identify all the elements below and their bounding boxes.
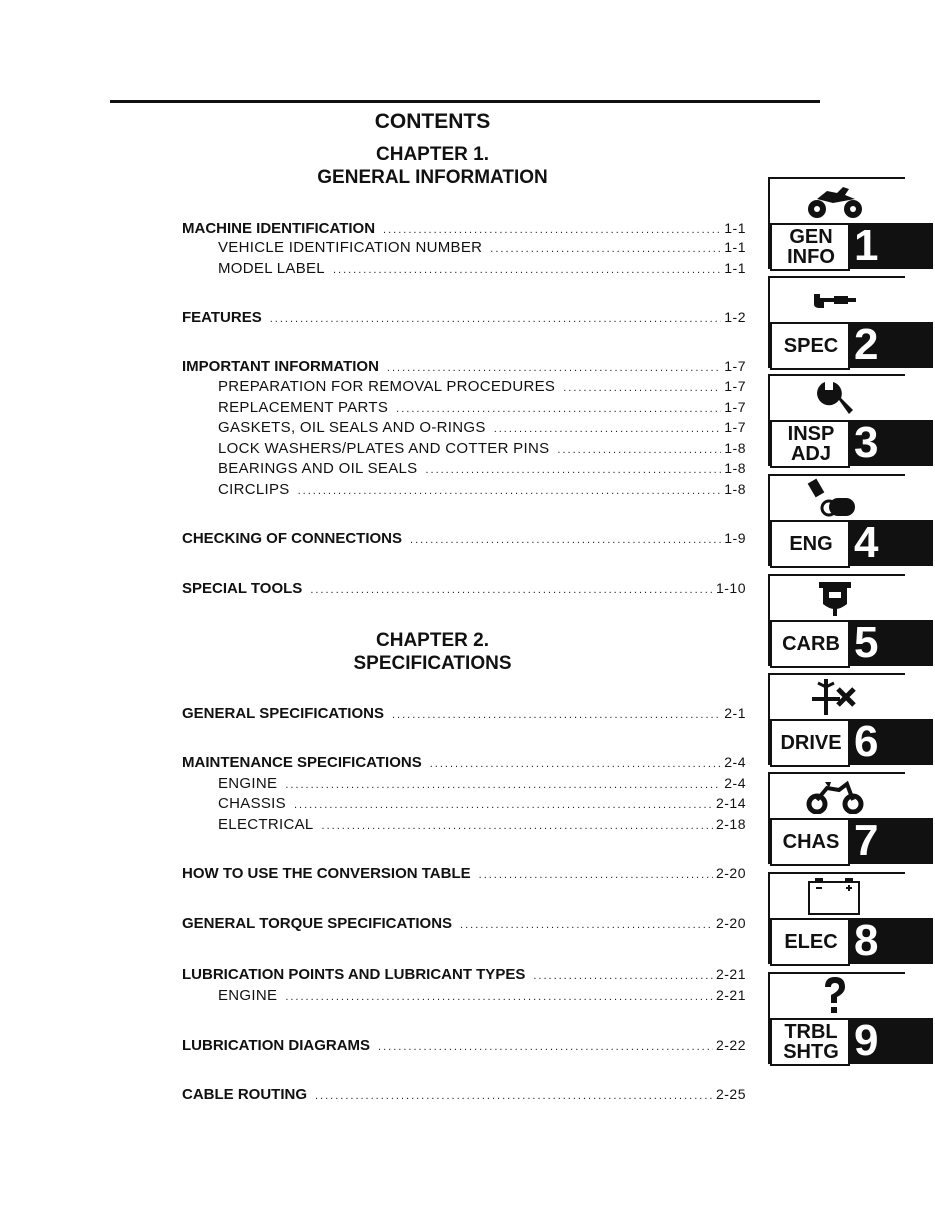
toc-entry-label: HOW TO USE THE CONVERSION TABLE <box>182 865 471 882</box>
toc-page-number: 2-1 <box>724 705 746 721</box>
toc-subentry-label: PREPARATION FOR REMOVAL PROCEDURES <box>218 378 556 395</box>
atv-icon <box>772 181 897 221</box>
toc-subentry[interactable] <box>218 397 746 417</box>
toc-subentry-label: ELECTRICAL <box>218 816 314 833</box>
chapter-2-number: CHAPTER 2. <box>376 630 489 651</box>
toc-subentry-label: CHASSIS <box>218 795 286 812</box>
toc-page-number: 2-14 <box>715 795 746 811</box>
toc-page-number: 2-4 <box>724 754 746 770</box>
toc-subentry[interactable] <box>218 985 746 1005</box>
leader-dots <box>392 705 721 725</box>
toc-entry-label: SPECIAL TOOLS <box>182 580 303 597</box>
tab-number: 8 <box>848 918 933 964</box>
toc-subentry-label: REPLACEMENT PARTS <box>218 399 389 416</box>
toc-page-number: 1-9 <box>724 530 746 546</box>
toc-page-number: 1-10 <box>715 580 746 596</box>
leader-dots <box>490 239 721 259</box>
leader-dots <box>285 987 713 1007</box>
toc-subentry[interactable] <box>218 773 746 793</box>
chapter-tab-insp-adj[interactable] <box>768 374 913 466</box>
toc-entry-label: GENERAL TORQUE SPECIFICATIONS <box>182 915 453 932</box>
chapter-tab-elec[interactable] <box>768 872 913 964</box>
tab-label: ENG <box>770 520 850 568</box>
toc-entry-label: LUBRICATION DIAGRAMS <box>182 1037 371 1054</box>
leader-dots <box>479 865 713 885</box>
toc-page-number: 2-20 <box>715 915 746 931</box>
toc-entry-label: MACHINE IDENTIFICATION <box>182 220 376 237</box>
toc-entry[interactable] <box>182 1035 746 1055</box>
tab-number: 6 <box>848 719 933 765</box>
toc-page-number: 1-7 <box>724 399 746 415</box>
tab-label: CHAS <box>770 818 850 866</box>
toc-entry-label: CABLE ROUTING <box>182 1086 307 1103</box>
chapter-tab-eng[interactable] <box>768 474 913 566</box>
tab-number: 9 <box>848 1018 933 1064</box>
toc-subentry-label: ENGINE <box>218 987 278 1004</box>
leader-dots <box>387 358 721 378</box>
tab-label: DRIVE <box>770 719 850 767</box>
toc-page-number: 2-20 <box>715 865 746 881</box>
tab-number: 3 <box>848 420 933 466</box>
question-icon <box>772 976 897 1016</box>
toc-subentry[interactable] <box>218 458 746 478</box>
toc-entry[interactable] <box>182 703 746 723</box>
toc-subentry-label: MODEL LABEL <box>218 260 325 277</box>
chapter-1-title: GENERAL INFORMATION <box>317 167 548 188</box>
leader-dots <box>333 260 721 280</box>
toc-page-number: 1-1 <box>724 220 746 236</box>
toc-page-number: 1-8 <box>724 460 746 476</box>
leader-dots <box>563 378 721 398</box>
leader-dots <box>494 419 722 439</box>
chapter-1-number: CHAPTER 1. <box>376 144 489 165</box>
toc-entry[interactable] <box>182 913 746 933</box>
toc-entry[interactable] <box>182 218 746 238</box>
toc-entry[interactable] <box>182 356 746 376</box>
toc-entry[interactable] <box>182 964 746 984</box>
toc-page-number: 1-1 <box>724 260 746 276</box>
chapter-tab-carb[interactable] <box>768 574 913 666</box>
tab-number: 4 <box>848 520 933 566</box>
leader-dots <box>410 530 721 550</box>
drive-icon <box>772 677 897 717</box>
toc-entry[interactable] <box>182 578 746 598</box>
toc-page-number: 1-7 <box>724 358 746 374</box>
toc-page-number: 2-22 <box>715 1037 746 1053</box>
toc-entry[interactable] <box>182 863 746 883</box>
leader-dots <box>378 1037 713 1057</box>
chapter-tab-drive[interactable] <box>768 673 913 765</box>
leader-dots <box>285 775 721 795</box>
toc-subentry[interactable] <box>218 258 746 278</box>
toc-page-number: 2-25 <box>715 1086 746 1102</box>
toc-subentry[interactable] <box>218 814 746 834</box>
battery-icon <box>772 876 897 916</box>
toc-subentry[interactable] <box>218 438 746 458</box>
chapter-tab-chas[interactable] <box>768 772 913 864</box>
tab-number: 2 <box>848 322 933 368</box>
leader-dots <box>430 754 722 774</box>
tab-label: TRBL SHTG <box>770 1018 850 1066</box>
chassis-icon <box>772 776 897 816</box>
toc-page-number: 1-8 <box>724 481 746 497</box>
wrench-icon <box>772 378 897 418</box>
chapter-2-title: SPECIFICATIONS <box>353 653 512 674</box>
toc-entry-label: IMPORTANT INFORMATION <box>182 358 379 375</box>
toc-page-number: 2-21 <box>715 987 746 1003</box>
toc-page-number: 1-1 <box>724 239 746 255</box>
toc-entry-label: LUBRICATION POINTS AND LUBRICANT TYPES <box>182 966 526 983</box>
toc-page-number: 2-4 <box>724 775 746 791</box>
carburetor-icon <box>772 578 897 618</box>
tab-label: SPEC <box>770 322 850 370</box>
tool-icon <box>772 280 897 320</box>
toc-entry[interactable] <box>182 752 746 772</box>
toc-entry-label: CHECKING OF CONNECTIONS <box>182 530 403 547</box>
chapter-tab-trbl-shtg[interactable] <box>768 972 913 1064</box>
leader-dots <box>425 460 721 480</box>
toc-entry-label: GENERAL SPECIFICATIONS <box>182 705 384 722</box>
tab-label: INSP ADJ <box>770 420 850 468</box>
toc-subentry[interactable] <box>218 479 746 499</box>
leader-dots <box>315 1086 713 1106</box>
toc-subentry[interactable] <box>218 793 746 813</box>
leader-dots <box>396 399 721 419</box>
toc-entry[interactable] <box>182 307 746 327</box>
toc-page-number: 1-2 <box>724 309 746 325</box>
chapter-tab-gen-info[interactable] <box>768 177 913 269</box>
toc-subentry[interactable] <box>218 376 746 396</box>
tab-number: 7 <box>848 818 933 864</box>
toc-entry[interactable] <box>182 528 746 548</box>
leader-dots <box>294 795 713 815</box>
toc-entry-label: MAINTENANCE SPECIFICATIONS <box>182 754 422 771</box>
leader-dots <box>460 915 713 935</box>
tab-label: GEN INFO <box>770 223 850 271</box>
toc-page-number: 1-8 <box>724 440 746 456</box>
leader-dots <box>557 440 721 460</box>
toc-subentry-label: GASKETS, OIL SEALS AND O-RINGS <box>218 419 486 436</box>
leader-dots <box>270 309 722 329</box>
leader-dots <box>322 816 713 836</box>
engine-icon <box>772 478 897 518</box>
toc-subentry-label: ENGINE <box>218 775 278 792</box>
toc-page-number: 1-7 <box>724 419 746 435</box>
toc-entry-label: FEATURES <box>182 309 262 326</box>
leader-dots <box>533 966 713 986</box>
toc-subentry-label: CIRCLIPS <box>218 481 290 498</box>
page-title: CONTENTS <box>374 110 491 133</box>
chapter-tab-spec[interactable] <box>768 276 913 368</box>
toc-page-number: 2-18 <box>715 816 746 832</box>
tab-label: CARB <box>770 620 850 668</box>
tab-number: 1 <box>848 223 933 269</box>
toc-subentry[interactable] <box>218 417 746 437</box>
toc-subentry-label: VEHICLE IDENTIFICATION NUMBER <box>218 239 483 256</box>
leader-dots <box>298 481 722 501</box>
toc-subentry[interactable] <box>218 237 746 257</box>
leader-dots <box>310 580 713 600</box>
toc-page-number: 1-7 <box>724 378 746 394</box>
top-rule <box>110 100 820 103</box>
toc-page-number: 2-21 <box>715 966 746 982</box>
tab-number: 5 <box>848 620 933 666</box>
toc-subentry-label: LOCK WASHERS/PLATES AND COTTER PINS <box>218 440 550 457</box>
tab-label: ELEC <box>770 918 850 966</box>
toc-entry[interactable] <box>182 1084 746 1104</box>
toc-subentry-label: BEARINGS AND OIL SEALS <box>218 460 418 477</box>
